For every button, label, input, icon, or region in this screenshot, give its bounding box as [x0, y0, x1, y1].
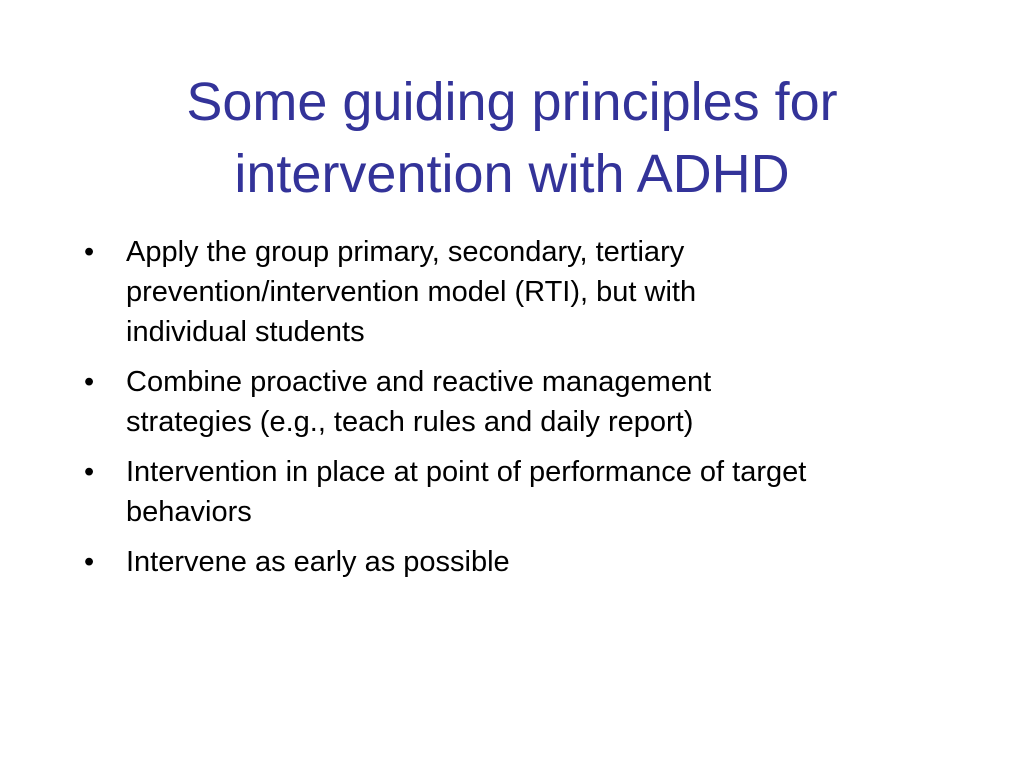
bullet-text-line: behaviors [126, 496, 252, 528]
bullet-icon: • [84, 366, 95, 398]
bullet-item [84, 452, 964, 532]
bullet-list [84, 232, 964, 592]
bullet-icon: • [84, 456, 95, 488]
slide-title-line: intervention with ADHD [234, 144, 790, 204]
bullet-text-line: individual students [126, 316, 365, 348]
bullet-item [84, 542, 964, 582]
bullet-text-line: Apply the group primary, secondary, tertiary [126, 236, 685, 268]
slide-title-line: Some guiding principles for [186, 72, 838, 132]
bullet-icon: • [84, 546, 95, 578]
bullet-text-line: Intervene as early as possible [126, 546, 510, 578]
bullet-item [84, 232, 964, 352]
slide-title [60, 66, 964, 210]
bullet-text-line: Intervention in place at point of performance of target [126, 456, 807, 488]
bullet-text-line: prevention/intervention model (RTI), but with [126, 276, 697, 308]
bullet-item [84, 362, 964, 442]
bullet-icon: • [84, 236, 95, 268]
bullet-text-line: Combine proactive and reactive management [126, 366, 712, 398]
bullet-text-line: strategies (e.g., teach rules and daily report) [126, 406, 694, 438]
